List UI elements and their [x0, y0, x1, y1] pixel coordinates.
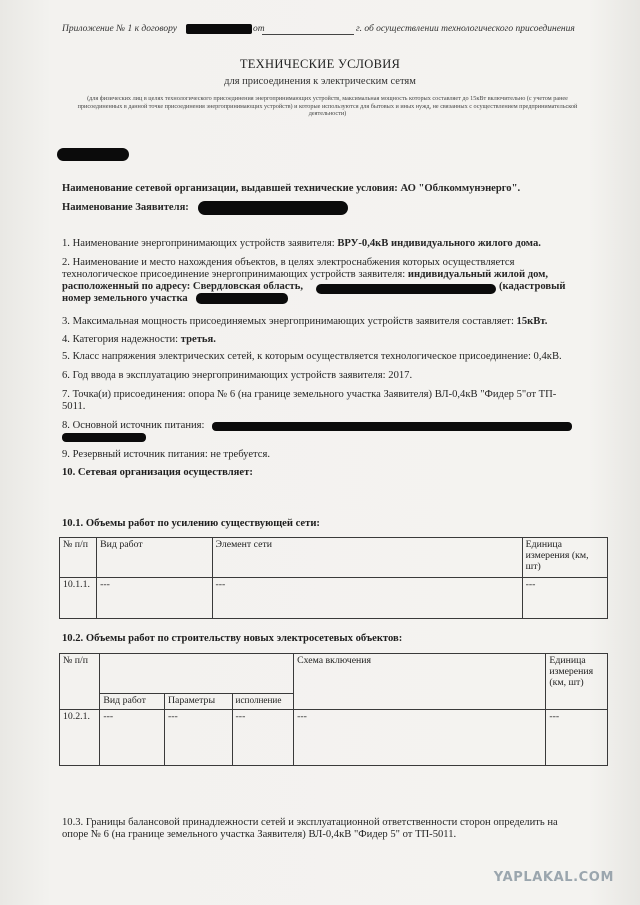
table-2-header-cell: № п/п — [60, 654, 100, 710]
item-1 — [62, 238, 541, 251]
item-2-line-2a: технологическое присоединение энергопринимающих устройств заявителя: — [62, 269, 406, 280]
table-1-header-cell: Вид работ — [97, 538, 212, 578]
item-2-line-2b: индивидуальный жилой дом, — [407, 269, 549, 280]
item-8: 8. Основной источник питания: — [62, 420, 205, 431]
item-3-label: 3. Максимальная мощность присоединяемых энергопринимающих устройств заявителя составляет: — [62, 316, 514, 327]
item-2-line-2 — [62, 269, 548, 282]
table-row — [60, 710, 608, 766]
item-6: 6. Год ввода в эксплуатацию энергопринимающих устройств заявителя: 2017. — [62, 370, 413, 381]
item-2-line-1: 2. Наименование и место нахождения объектов, в целях электроснабжения которых осуществляется — [62, 257, 515, 268]
table-2-header-cell: Схема включения — [294, 654, 546, 710]
item-3-value: 15кВт. — [516, 316, 548, 327]
item-1-value: ВРУ-0,4кВ индивидуального жилого дома. — [337, 238, 541, 249]
watermark-logo: YAPLAKAL.COM — [493, 870, 614, 885]
table-2-cell: --- — [232, 710, 294, 766]
appendix-suffix: г. об осуществлении технологического присоединения — [356, 24, 575, 34]
table-1-caption: 10.1. Объемы работ по усилению существующей сети: — [62, 518, 320, 529]
table-2-cell: --- — [546, 710, 608, 766]
item-4 — [62, 334, 216, 347]
redaction-cadastral — [196, 293, 288, 304]
section-10-3-line-2: опоре № 6 (на границе земельного участка Заявителя) ВЛ-0,4кВ "Фидер 5" от ТП-5011. — [62, 829, 457, 840]
item-2-line-3b: (кадастровый — [499, 281, 566, 292]
header-underline — [262, 34, 354, 35]
redaction-main-source-2 — [62, 433, 146, 442]
section-10-3-line-1 — [62, 817, 558, 830]
table-1-cell: --- — [522, 578, 607, 619]
table-2-header-row — [60, 654, 608, 694]
table-1-header-row — [60, 538, 608, 578]
applicant-label: Наименование Заявителя: — [62, 202, 189, 213]
table-1-header-cell: Единица измерения (км, шт) — [522, 538, 607, 578]
table-2-header-cell: Единица измерения (км, шт) — [546, 654, 608, 710]
redaction-applicant — [198, 201, 348, 215]
redaction-address — [316, 284, 496, 294]
item-2-line-3a: расположенный по адресу: Свердловская область, — [62, 281, 303, 292]
table-2-cell: 10.2.1. — [60, 710, 100, 766]
item-5: 5. Класс напряжения электрических сетей, к которым осуществляется технологическое присоединение: 0,4кВ. — [62, 351, 562, 362]
item-3 — [62, 316, 547, 329]
table-2-cell: --- — [100, 710, 165, 766]
org-line: Наименование сетевой организации, выдавшей технические условия: АО "Облкоммунэнерго". — [62, 183, 521, 194]
table-2-cell: --- — [164, 710, 232, 766]
item-10: 10. Сетевая организация осуществляет: — [62, 467, 253, 478]
table-2-cell: --- — [294, 710, 546, 766]
table-2-caption: 10.2. Объемы работ по строительству новых электросетевых объектов: — [62, 633, 403, 644]
item-4-value: третья. — [180, 334, 216, 345]
table-2 — [59, 653, 608, 766]
appendix-prefix: Приложение № 1 к договору — [62, 24, 177, 34]
redaction-main-source-1 — [212, 422, 572, 431]
document-subtitle: для присоединения к электрическим сетям — [224, 76, 416, 87]
table-2-header-group — [100, 654, 294, 694]
item-7-line-1: 7. Точка(и) присоединения: опора № 6 (на границе земельного участка Заявителя) ВЛ-0,4кВ "Фидер 5"от ТП- — [62, 389, 557, 400]
item-9: 9. Резервный источник питания: не требуется. — [62, 449, 271, 460]
table-2-subheader-cell: Параметры — [164, 694, 232, 710]
table-1 — [59, 537, 608, 619]
table-1-cell: --- — [212, 578, 522, 619]
item-7-line-2: 5011. — [62, 401, 86, 412]
table-1-header-cell: № п/п — [60, 538, 97, 578]
table-row — [60, 578, 608, 619]
table-2-subheader-cell: Вид работ — [100, 694, 165, 710]
item-4-label: 4. Категория надежности: — [62, 334, 179, 345]
table-1-header-cell: Элемент сети — [212, 538, 522, 578]
table-1-cell: --- — [97, 578, 212, 619]
table-2-subheader-cell: исполнение — [232, 694, 294, 710]
item-2-line-4: номер земельного участка — [62, 293, 188, 304]
table-1-cell: 10.1.1. — [60, 578, 97, 619]
section-10-3-text-1: 10.3. Границы балансовой принадлежности сетей и эксплуатационной ответственности сторон определить на — [62, 817, 558, 828]
redacted-fragment: от — [253, 24, 265, 34]
redaction-tu-number — [57, 148, 129, 161]
redaction-contract-number — [186, 24, 252, 34]
item-1-label: 1. Наименование энергопринимающих устройств заявителя: — [62, 238, 335, 249]
document-title: ТЕХНИЧЕСКИЕ УСЛОВИЯ — [239, 57, 401, 71]
applicability-note: (для физических лиц в целях технологического присоединения энергопринимающих устройств, максимальная мощность которых составляет до 15кВт включительно (с учетом ранее присоединенных в данной точке присоединения энергопринимающих устройств) и которые используются для бытовых и иных нужд, не связанных с осуществлением предпринимательской деятельности) — [77, 95, 578, 118]
